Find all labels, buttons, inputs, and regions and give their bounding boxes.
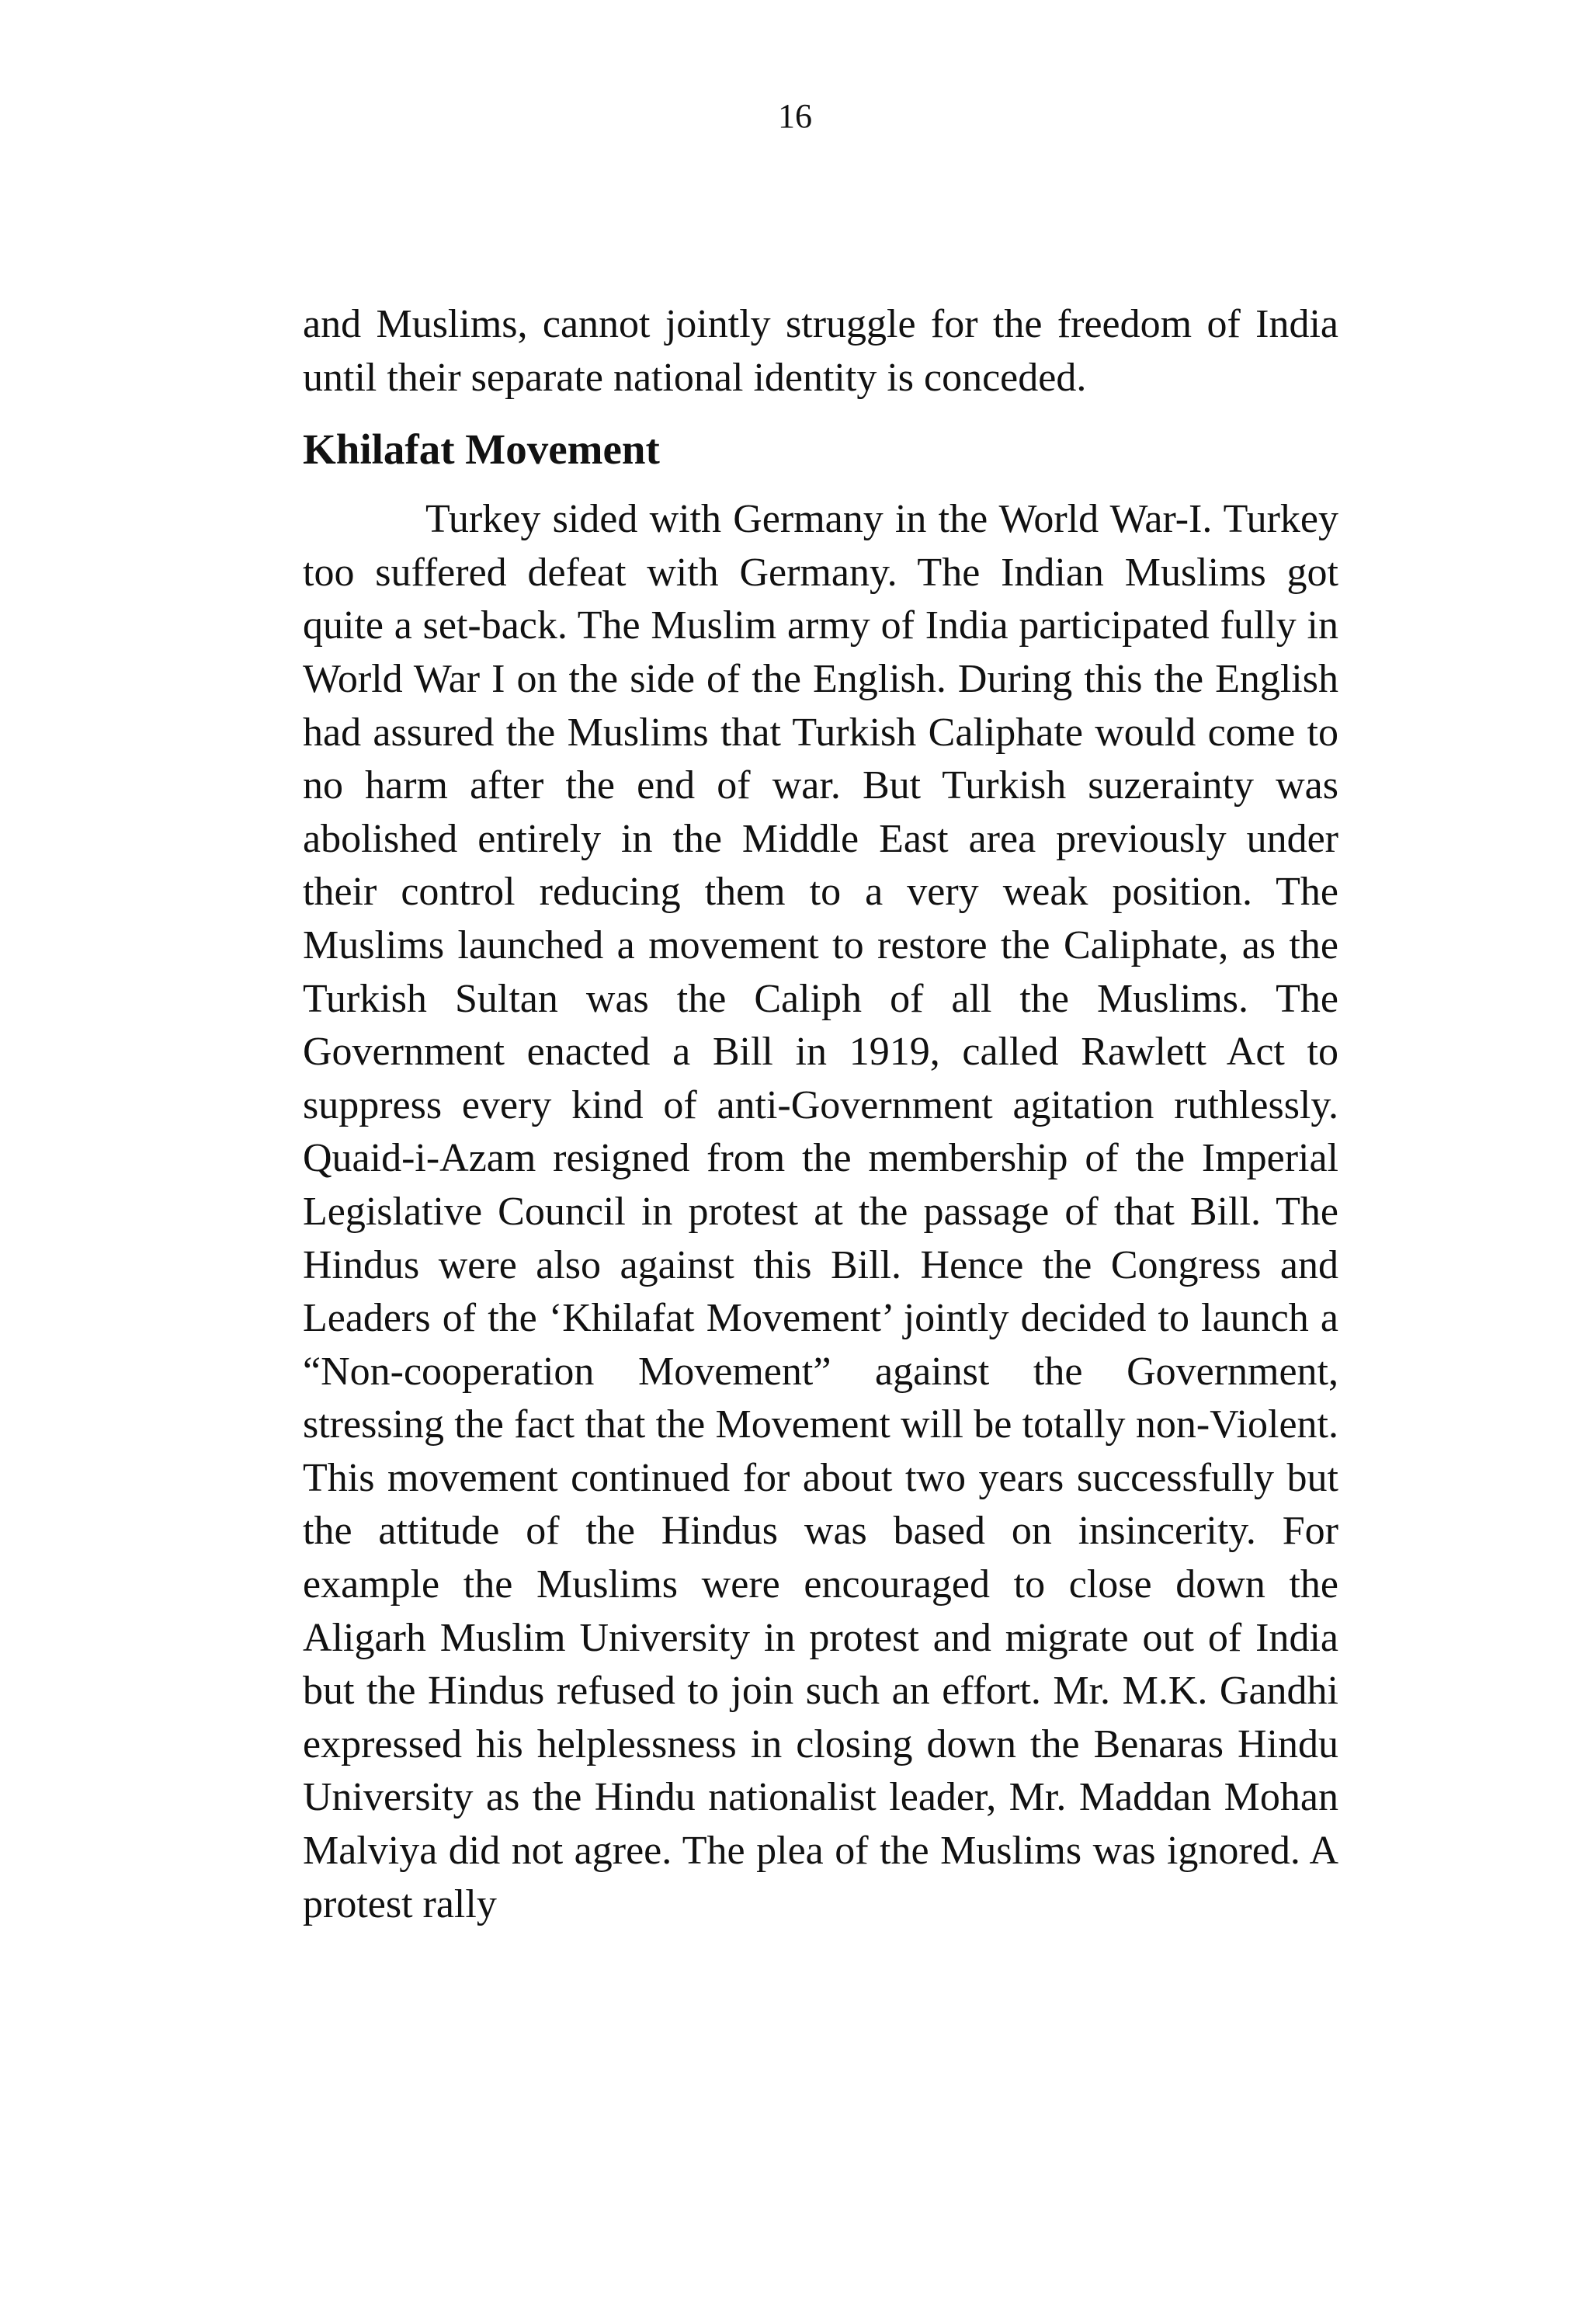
body-paragraph: Turkey sided with Germany in the World War-I. Turkey too suffered defeat with Germany. The Indian Muslims got quite a set-back. The Muslim army of India participated fully in World War I on the side of the English. During this the English had assured the Muslims that Turkish Caliphate would come to no harm after the end of war. But Turkish suzerainty was abolished entirely in the Middle East area previously under their control reducing them to a very weak position. The Muslims launched a movement to restore the Caliphate, as the Turkish Sultan was the Caliph of all the Muslims. The Government enacted a Bill in 1919, called Rawlett Act to suppress every kind of anti-Government agitation ruthlessly. Quaid-i-Azam resigned from the membership of the Imperial Legislative Council in protest at the passage of that Bill. The Hindus were also against this Bill. Hence the Congress and Leaders of the ‘Khilafat Movement’ jointly decided to launch a “Non-cooperation Movement” against the Government, stressing the fact that the Movement will be totally non-Violent. This movement continued for about two years successfully but the attitude of the Hindus was based on insincerity. For example the Muslims were encouraged to close down the Aligarh Muslim University in protest and migrate out of India but the Hindus refused to join such an effort. Mr. M.K. Gandhi expressed his helplessness in closing down the Benaras Hindu University as the Hindu nationalist leader, Mr. Maddan Mohan Malviya did not agree. The plea of the Muslims was ignored. A protest rally [303, 497, 1338, 1926]
page-content [303, 298, 1338, 1931]
intro-paragraph: and Muslims, cannot jointly struggle for the freedom of India until their separate national identity is conceded. [303, 302, 1338, 400]
page-number: 16 [778, 97, 812, 135]
section-heading: Khilafat Movement [303, 426, 660, 474]
